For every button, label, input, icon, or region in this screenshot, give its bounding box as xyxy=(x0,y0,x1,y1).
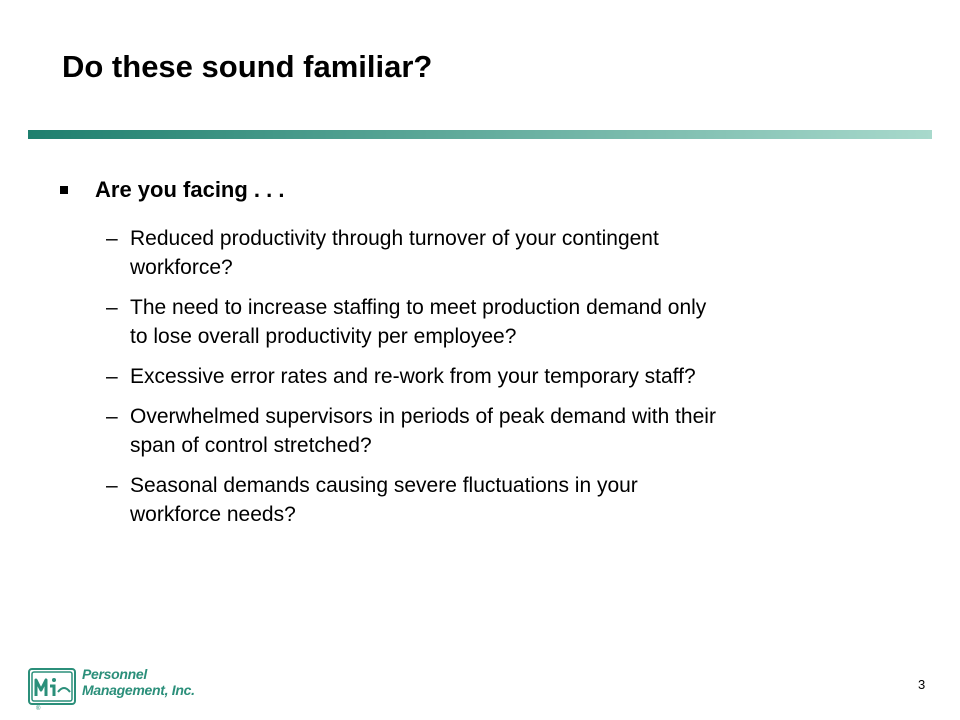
logo-line-1: Personnel xyxy=(82,666,147,682)
square-bullet-icon xyxy=(60,186,68,194)
list-item xyxy=(58,224,898,282)
bullet-heading-text: Are you facing . . . xyxy=(95,177,285,202)
registered-mark: ® xyxy=(36,706,41,712)
list-item xyxy=(58,362,898,391)
list-item-line: to lose overall productivity per employee? xyxy=(130,325,517,348)
list-item-line: The need to increase staffing to meet production demand only xyxy=(130,296,707,319)
list-item-line: workforce needs? xyxy=(130,503,296,526)
dash-bullet: – xyxy=(106,405,118,428)
list-item-line: workforce? xyxy=(130,256,233,279)
title-divider xyxy=(28,130,932,139)
dash-bullet: – xyxy=(106,296,118,319)
page-number: 3 xyxy=(918,677,926,692)
list-item-line: Overwhelmed supervisors in periods of peak demand with their xyxy=(130,405,716,428)
list-item xyxy=(58,471,898,529)
dash-bullet: – xyxy=(106,365,118,388)
dash-bullet: – xyxy=(106,227,118,250)
list-item xyxy=(58,402,898,460)
sub-bullet-list xyxy=(58,224,898,529)
bullet-heading xyxy=(58,174,898,206)
pmi-logo-icon xyxy=(28,666,78,706)
list-item xyxy=(58,293,898,351)
list-item-line: Excessive error rates and re-work from your temporary staff? xyxy=(130,365,696,388)
list-item-line: Reduced productivity through turnover of your contingent xyxy=(130,227,659,250)
slide-title: Do these sound familiar? xyxy=(62,49,433,84)
list-item-line: Seasonal demands causing severe fluctuations in your xyxy=(130,474,638,497)
slide-content xyxy=(58,174,898,540)
dash-bullet: – xyxy=(106,474,118,497)
logo-wordmark xyxy=(82,666,195,698)
list-item-line: span of control stretched? xyxy=(130,434,372,457)
company-logo xyxy=(28,666,238,712)
logo-line-2: Management, Inc. xyxy=(82,682,195,698)
